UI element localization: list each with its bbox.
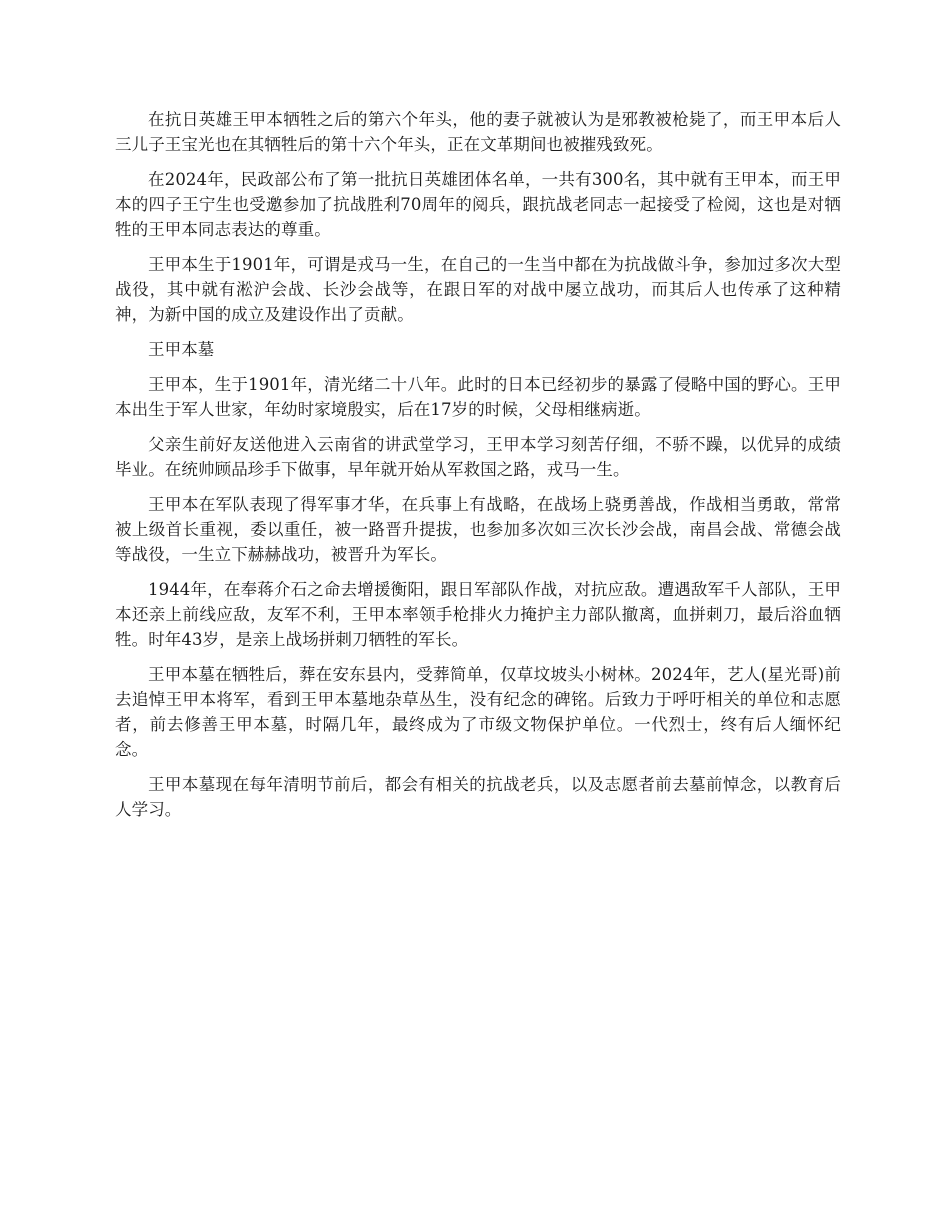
paragraph-1: 在抗日英雄王甲本牺牲之后的第六个年头，他的妻子就被认为是邪教被枪毙了，而王甲本后人三儿子王宝光也在其牺牲后的第十六个年头，正在文革期间也被摧残致死。 [115, 110, 841, 154]
paragraph-8: 王甲本墓在牺牲后，葬在安东县内，受葬简单，仅草坟坡头小树林。2024年，艺人(星光哥)前去追悼王甲本将军，看到王甲本墓地杂草丛生，没有纪念的碑铭。后致力于呼吁相关的单位和志愿者，前去修善王甲本墓，时隔几年，最终成为了市级文物保护单位。一代烈士，终有后人缅怀纪念。 [115, 665, 841, 759]
paragraph-2: 在2024年，民政部公布了第一批抗日英雄团体名单，一共有300名，其中就有王甲本，而王甲本的四子王宁生也受邀参加了抗战胜利70周年的阅兵，跟抗战老同志一起接受了检阅，这也是对牺牲的王甲本同志表达的尊重。 [115, 170, 841, 239]
document-body [115, 107, 841, 832]
paragraph-9: 王甲本墓现在每年清明节前后，都会有相关的抗战老兵，以及志愿者前去墓前悼念，以教育后人学习。 [115, 775, 841, 819]
paragraph-5: 父亲生前好友送他进入云南省的讲武堂学习，王甲本学习刻苦仔细，不骄不躁，以优异的成绩毕业。在统帅顾品珍手下做事，早年就开始从军救国之路，戎马一生。 [115, 435, 841, 479]
paragraph-3: 王甲本生于1901年，可谓是戎马一生，在自己的一生当中都在为抗战做斗争，参加过多次大型战役，其中就有淞沪会战、长沙会战等，在跟日军的对战中屡立战功，而其后人也传承了这种精神，为新中国的成立及建设作出了贡献。 [115, 255, 841, 324]
paragraph-4: 王甲本，生于1901年，清光绪二十八年。此时的日本已经初步的暴露了侵略中国的野心。王甲本出生于军人世家，年幼时家境殷实，后在17岁的时候，父母相继病逝。 [115, 375, 841, 419]
section-heading: 王甲本墓 [148, 340, 215, 359]
paragraph-7: 1944年，在奉蒋介石之命去增援衡阳，跟日军部队作战，对抗应敌。遭遇敌军千人部队，王甲本还亲上前线应敌，友军不利，王甲本率领手枪排火力掩护主力部队撤离，血拼刺刀，最后浴血牺牲。时年43岁，是亲上战场拼刺刀牺牲的军长。 [115, 580, 841, 649]
paragraph-6: 王甲本在军队表现了得军事才华，在兵事上有战略，在战场上骁勇善战，作战相当勇敢，常常被上级首长重视，委以重任，被一路晋升提拔，也参加多次如三次长沙会战，南昌会战、常德会战等战役，一生立下赫赫战功，被晋升为军长。 [115, 495, 841, 564]
